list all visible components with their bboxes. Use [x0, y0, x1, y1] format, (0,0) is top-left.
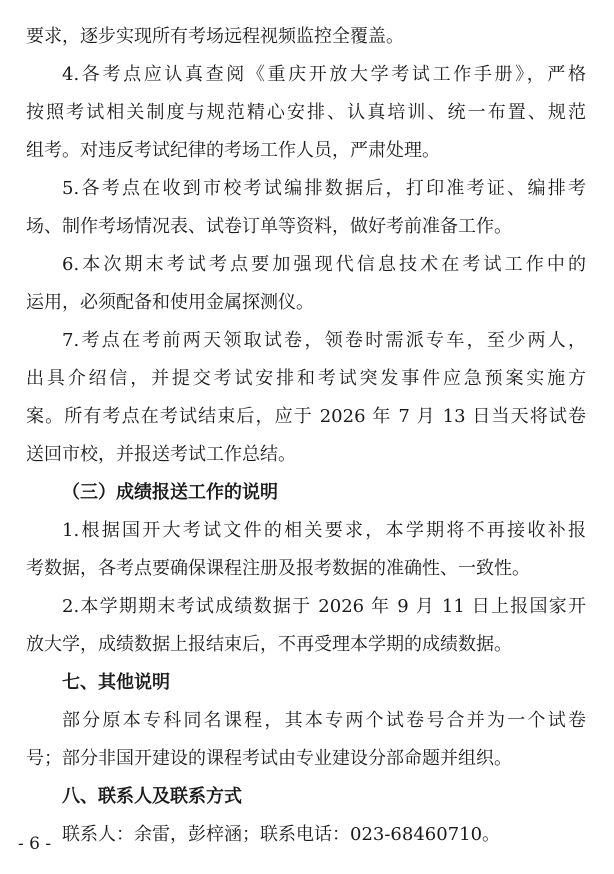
text-line: 运用，必须配备和使用金属探测仪。	[26, 292, 314, 313]
text-line: 按照考试相关制度与规范精心安排、认真培训、统一布置、规范	[26, 102, 586, 123]
text-line: 5.各考点在收到市校考试编排数据后，打印准考证、编排考	[62, 178, 586, 199]
page-number: - 6 -	[18, 834, 52, 854]
text-line: 案。所有考点在考试结束后，应于 2026 年 7 月 13 日当天将试卷	[26, 406, 586, 427]
section-heading: 七、其他说明	[62, 672, 170, 693]
text-line: 组考。对违反考试纪律的考场工作人员，严肃处理。	[26, 140, 440, 161]
section-heading: 八、联系人及联系方式	[62, 786, 242, 807]
section-heading: （三）成绩报送工作的说明	[62, 482, 278, 503]
text-line: 送回市校，并报送考试工作总结。	[26, 444, 296, 465]
text-line: 6.本次期末考试考点要加强现代信息技术在考试工作中的	[62, 254, 586, 275]
text-line: 放大学，成绩数据上报结束后，不再受理本学期的成绩数据。	[26, 634, 512, 655]
text-line: 7.考点在考前两天领取试卷，领卷时需派专车，至少两人，	[62, 330, 586, 351]
contact-line: 联系人：余雷，彭梓涵；联系电话：023-68460710。	[62, 824, 501, 845]
text-line: 出具介绍信，并提交考试安排和考试突发事件应急预案实施方	[26, 368, 586, 389]
text-line: 部分原本专科同名课程，其本专两个试卷号合并为一个试卷	[62, 710, 586, 731]
text-line: 考数据，各考点要确保课程注册及报考数据的准确性、一致性。	[26, 558, 530, 579]
text-line: 2.本学期期末考试成绩数据于 2026 年 9 月 11 日上报国家开	[62, 596, 586, 617]
text-line: 4.各考点应认真查阅《重庆开放大学考试工作手册》，严格	[62, 64, 586, 85]
text-line: 场、制作考场情况表、试卷订单等资料，做好考前准备工作。	[26, 216, 512, 237]
text-line: 要求，逐步实现所有考场远程视频监控全覆盖。	[26, 26, 404, 47]
text-line: 1.根据国开大考试文件的相关要求，本学期将不再接收补报	[62, 520, 586, 541]
text-line: 号；部分非国开建设的课程考试由专业建设分部命题并组织。	[26, 748, 512, 769]
